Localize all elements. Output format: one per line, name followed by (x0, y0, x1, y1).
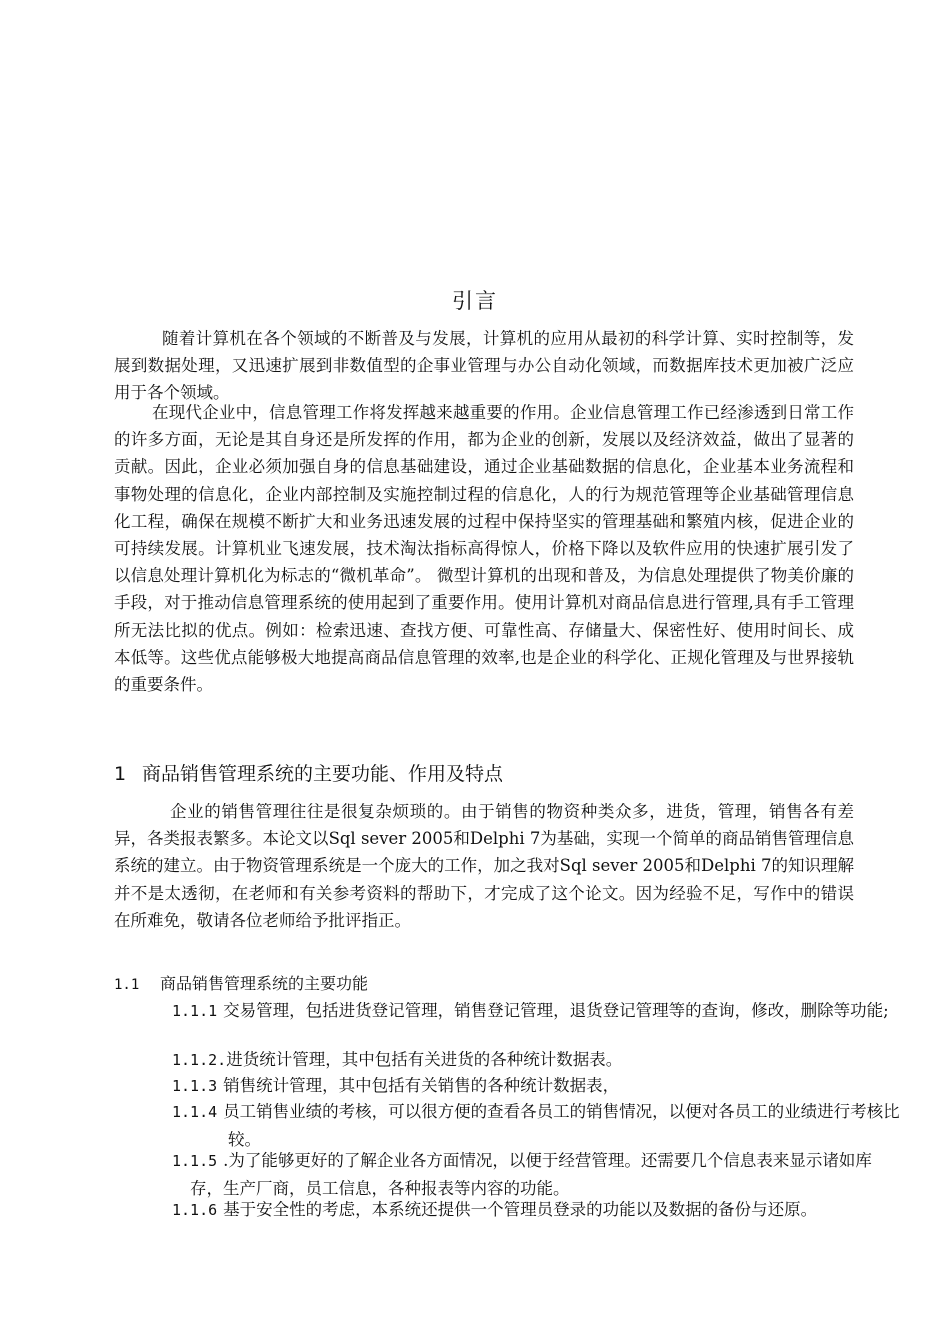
list-item (172, 997, 922, 1025)
list-item-number: 1.1.6 (172, 1201, 218, 1219)
section-1-number: 1 (114, 763, 127, 785)
list-item-text: 员工销售业绩的考核，可以很方便的查看各员工的销售情况，以便对各员工的业绩进行考核比较。 (223, 1102, 900, 1150)
list-item-text: 销售统计管理，其中包括有关销售的各种统计数据表， (223, 1076, 620, 1095)
list-item-text: 交易管理，包括进货登记管理，销售登记管理，退货登记管理等的查询，修改，删除等功能; (223, 1001, 889, 1020)
list-item-number: 1.1.2. (172, 1051, 227, 1069)
section-1-title: 商品销售管理系统的主要功能、作用及特点 (142, 763, 504, 785)
list-item-number: 1.1.1 (172, 1002, 218, 1020)
section-1-1-heading (114, 970, 854, 999)
section-1-1-number: 1.1 (114, 977, 140, 993)
list-item-text: 基于安全性的考虑，本系统还提供一个管理员登录的功能以及数据的备份与还原。 (223, 1200, 818, 1219)
intro-paragraph-1: 随着计算机在各个领域的不断普及与发展，计算机的应用从最初的科学计算、实时控制等，发展到数据处理，又迅速扩展到非数值型的企事业管理与办公自动化领域，而数据库技术更加被广泛应用于各个领域。 (114, 329, 854, 403)
list-item-number: 1.1.4 (172, 1103, 218, 1121)
section-1-1-title: 商品销售管理系统的主要功能 (160, 974, 369, 993)
list-item (172, 1147, 872, 1202)
list-item-number: 1.1.5 (172, 1152, 218, 1170)
section-1-heading (114, 760, 854, 788)
intro-paragraph-2: 在现代企业中，信息管理工作将发挥越来越重要的作用。企业信息管理工作已经渗透到日常工作的许多方面，无论是其自身还是所发挥的作用，都为企业的创新，发展以及经济效益，做出了显著的贡献。因此，企业必须加强自身的信息基础建设，通过企业基础数据的信息化，企业基本业务流程和事物处理的信息化，企业内部控制及实施控制过程的信息化，人的行为规范管理等企业基础管理信息化工程，确保在规模不断扩大和业务迅速发展的过程中保持坚实的管理基础和繁殖内核，促进企业的可持续发展。计算机业飞速发展，技术淘汰指标高得惊人，价格下降以及软件应用的快速扩展引发了以信息处理计算机化为标志的“微机革命”。 微型计算机的出现和普及，为信息处理提供了物美价廉的手段，对于推动信息管理系统的使用起到了重要作用。使用计算机对商品信息进行管理,具有手工管理所无法比拟的优点。例如：检索迅速、查找方便、可靠性高、存储量大、保密性好、使用时间长、成本低等。这些优点能够极大地提高商品信息管理的效率,也是企业的科学化、正规化管理及与世界接轨的重要条件。 (114, 403, 854, 695)
list-item (172, 1196, 872, 1224)
section-1-paragraph: 企业的销售管理往往是很复杂烦琐的。由于销售的物资种类众多，进货，管理，销售各有差异，各类报表繁多。本论文以Sql sever 2005和Delphi 7为基础，实现一个简单的商品销售管理信息系统的建立。由于物资管理系统是一个庞大的工作，加之我对Sql sever 2005和Delphi 7的知识理解并不是太透彻，在老师和有关参考资料的帮助下，才完成了这个论文。因为经验不足，写作中的错误在所难免，敬请各位老师给予批评指正。 (114, 802, 854, 930)
list-item (172, 1046, 854, 1074)
list-item-number: 1.1.3 (172, 1077, 218, 1095)
list-item (172, 1098, 910, 1153)
list-item (172, 1072, 854, 1100)
page-title: 引言 (452, 289, 498, 313)
list-item-text: 进货统计管理，其中包括有关进货的各种统计数据表。 (226, 1050, 623, 1069)
list-item-text: .为了能够更好的了解企业各方面情况，以便于经营管理。还需要几个信息表来显示诸如库存，生产厂商，员工信息，各种报表等内容的功能。 (190, 1151, 872, 1199)
